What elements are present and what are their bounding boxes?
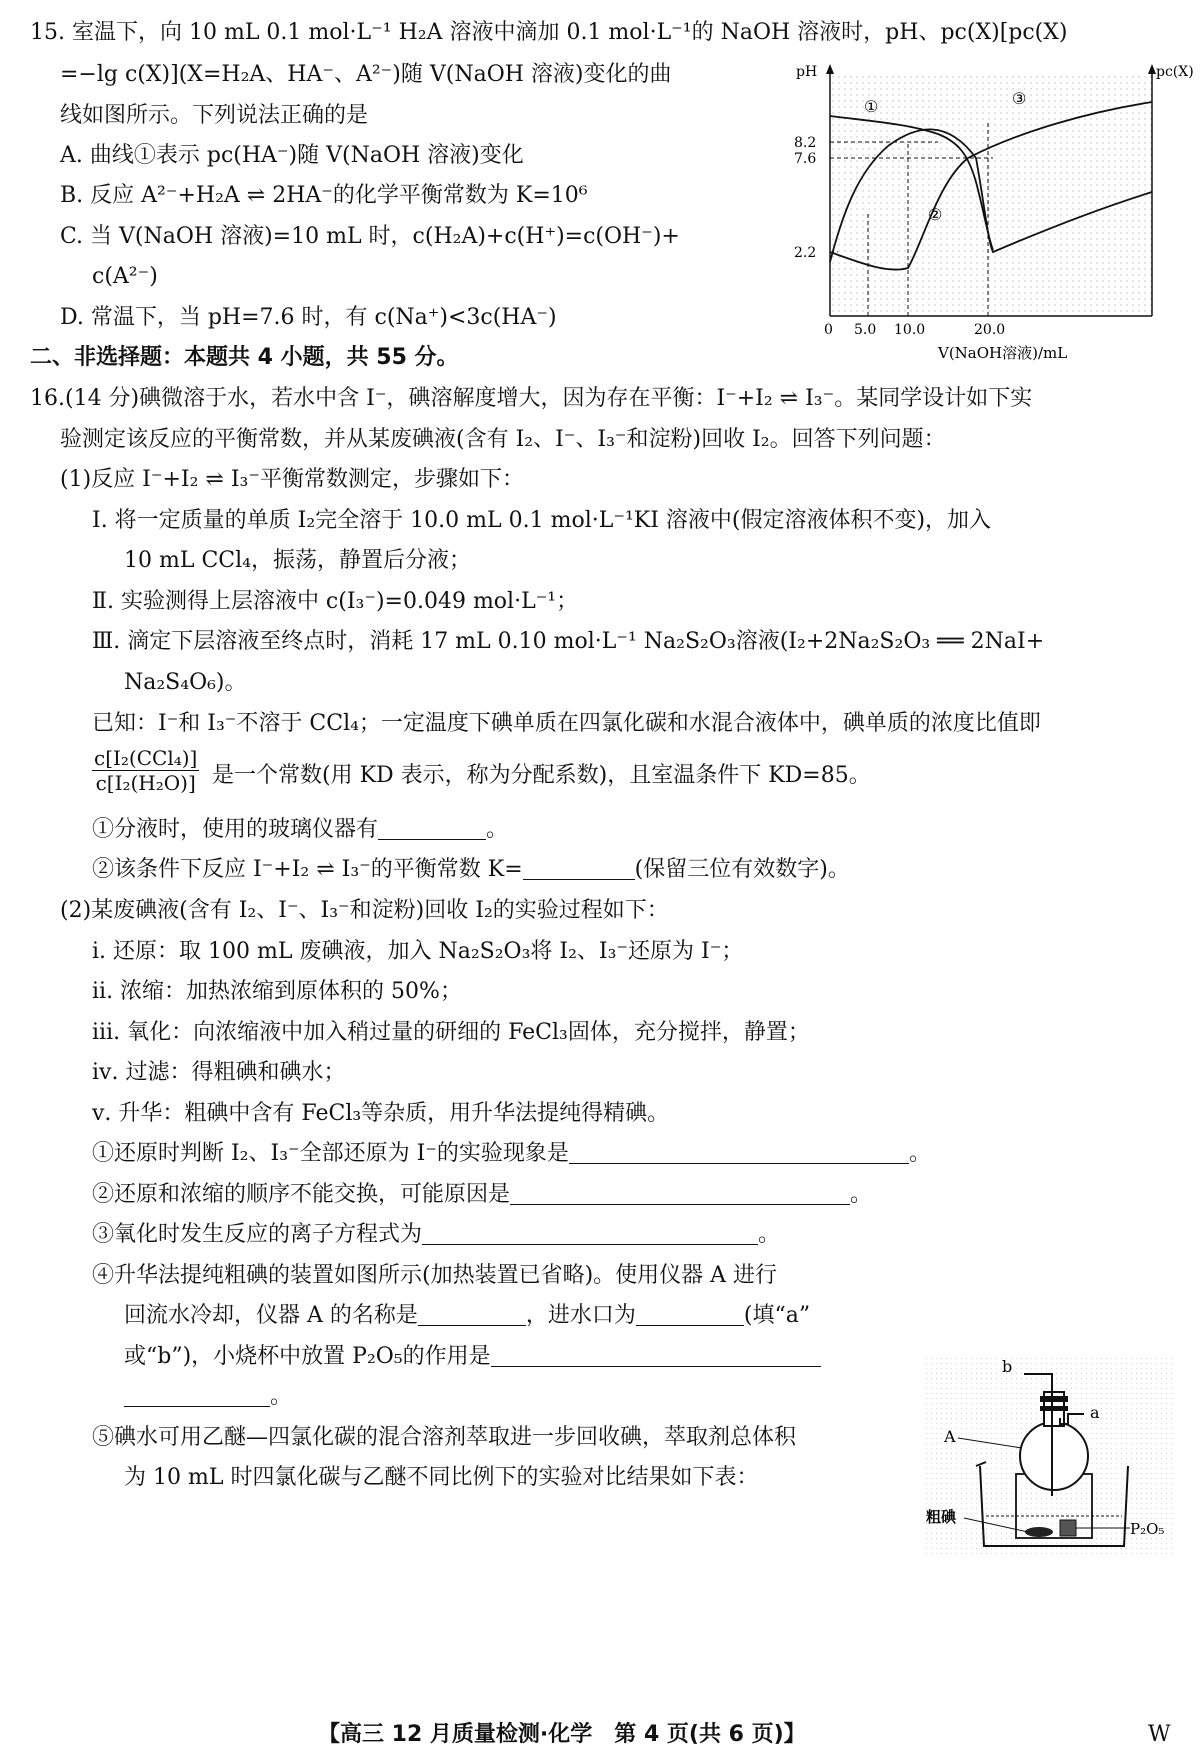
y-tick-0: 8.2 [794, 135, 817, 151]
q16-known-line2: 是一个常数(用 KD 表示，称为分配系数)，且室温条件下 KD=85。 [212, 763, 871, 788]
label-p2o5: P₂O₅ [1130, 1520, 1165, 1538]
answer-blank-9[interactable] [124, 1384, 270, 1407]
answer-blank-4[interactable] [510, 1182, 850, 1205]
section2-heading: 二、非选择题：本题共 4 小题，共 55 分。 [30, 345, 459, 370]
q15-line1: 15. 室温下，向 10 mL 0.1 mol·L⁻¹ H₂A 溶液中滴加 0.1 mol·L⁻¹的 NaOH 溶液时，pH、pc(X)[pc(X) [30, 20, 1068, 45]
q16-step2: Ⅱ. 实验测得上层溶液中 c(I₃⁻)=0.049 mol·L⁻¹； [92, 589, 579, 614]
q16-known-line1: 已知：I⁻和 I₃⁻不溶于 CCl₄；一定温度下碘单质在四氯化碳和水混合液体中，碘单质的浓度比值即 [92, 711, 1041, 736]
label-A: A [944, 1427, 956, 1446]
flask-A [1020, 1422, 1088, 1490]
label-a: a [1090, 1403, 1100, 1422]
q16-proc2: ⅱ. 浓缩：加热浓缩到原体积的 50%； [92, 979, 462, 1004]
q16-sub2-4-text-d: 或“b”)，小烧杯中放置 P₂O₅的作用是 [124, 1344, 491, 1369]
q16-sub2-2 [92, 1182, 872, 1208]
small-beaker-p2o5 [1060, 1520, 1076, 1536]
q16-part2: (2)某废碘液(含有 I₂、I⁻、I₃⁻和淀粉)回收 I₂的实验过程如下： [60, 898, 669, 923]
left-axis-title: pH [796, 64, 818, 80]
y-tick-1: 7.6 [794, 151, 817, 167]
x-tick-2: 10.0 [894, 322, 926, 338]
q16-proc4: ⅳ. 过滤：得粗碘和碘水； [92, 1060, 346, 1085]
q16-sub1b-text: ②该条件下反应 I⁻+I₂ ⇌ I₃⁻的平衡常数 K= [92, 857, 523, 882]
q15-option-d: D. 常温下，当 pH=7.6 时，有 c(Na⁺)<3c(HA⁻) [60, 305, 557, 330]
answer-blank-8[interactable] [491, 1344, 821, 1367]
period-1: 。 [908, 1141, 931, 1166]
period-3: 。 [758, 1222, 781, 1247]
footer-page-info: 【高三 12 月质量检测·化学 第 4 页(共 6 页)】 [318, 1722, 806, 1747]
q16-sub2-4-line3 [124, 1344, 821, 1370]
q16-sub1b [92, 857, 850, 883]
ph-pcx-chart [788, 62, 1194, 380]
x-tick-3: 20.0 [974, 322, 1006, 338]
q15-line2: =−lg c(X)](X=H₂A、HA⁻、A²⁻)随 V(NaOH 溶液)变化的曲 [60, 62, 672, 87]
q16-sub2-4-line2 [124, 1303, 810, 1329]
x-tick-1: 5.0 [854, 322, 877, 338]
q16-sub2-3 [92, 1222, 780, 1248]
q15-line3: 线如图所示。下列说法正确的是 [60, 103, 369, 128]
q16-step1-line1: Ⅰ. 将一定质量的单质 I₂完全溶于 10.0 mL 0.1 mol·L⁻¹KI 溶液中(假定溶液体积不变)，加入 [92, 508, 992, 533]
q16-step3-line2: Na₂S₄O₆)。 [124, 670, 247, 695]
q16-sub2-4-text-a: 回流水冷却，仪器 A 的名称是 [124, 1303, 418, 1328]
curve2-label: ② [928, 205, 943, 224]
q16-line2: 验测定该反应的平衡常数，并从某废碘液(含有 I₂、I⁻、I₃⁻和淀粉)回收 I₂。回答下列问题： [60, 427, 946, 452]
stopper-top [1040, 1396, 1068, 1402]
q15-option-b: B. 反应 A²⁻+H₂A ⇌ 2HA⁻的化学平衡常数为 K=10⁶ [60, 183, 588, 208]
q16-step3-line1: Ⅲ. 滴定下层溶液至终点时，消耗 17 mL 0.10 mol·L⁻¹ Na₂S₂O₃溶液(I₂+2Na₂S₂O₃ ══ 2NaI+ [92, 629, 1045, 654]
q16-proc1: ⅰ. 还原：取 100 mL 废碘液，加入 Na₂S₂O₃将 I₂、I₃⁻还原为 I⁻； [92, 939, 744, 964]
kd-denominator: c[I₂(H₂O)] [95, 771, 196, 795]
x-tick-0: 0 [824, 322, 833, 338]
answer-blank-3[interactable] [569, 1141, 909, 1164]
x-axis-title: V(NaOH溶液)/mL [938, 344, 1068, 362]
q16-line1: 16.(14 分)碘微溶于水，若水中含 I⁻，碘溶解度增大，因为存在平衡：I⁻+I₂ ⇌ I₃⁻。某同学设计如下实 [30, 386, 1033, 411]
answer-blank-1[interactable] [378, 817, 486, 840]
label-b: b [1002, 1357, 1013, 1376]
period-2: 。 [850, 1182, 873, 1207]
q16-sub2-4-text-b: ，进水口为 [525, 1303, 636, 1328]
q16-proc5: ⅴ. 升华：粗碘中含有 FeCl₃等杂质，用升华法提纯得精碘。 [92, 1101, 670, 1126]
stopper-bottom [1040, 1406, 1068, 1411]
q16-sub2-4-line1: ④升华法提纯粗碘的装置如图所示(加热装置已省略)。使用仪器 A 进行 [92, 1263, 778, 1288]
answer-blank-5[interactable] [422, 1222, 758, 1245]
q16-sub2-4-text-c: (填“a” [743, 1303, 811, 1328]
q16-step1-line2: 10 mL CCl₄，振荡，静置后分液； [124, 548, 471, 573]
answer-blank-2[interactable] [523, 857, 635, 880]
label-crude-iodine: 粗碘 [926, 1508, 957, 1526]
q16-sub2-4-line4 [124, 1384, 292, 1410]
q15-option-a: A. 曲线①表示 pc(HA⁻)随 V(NaOH 溶液)变化 [60, 143, 524, 168]
kd-fraction [92, 746, 199, 795]
footer-mark: W [1148, 1722, 1171, 1747]
q16-sub2-3-text: ③氧化时发生反应的离子方程式为 [92, 1222, 423, 1247]
curve1-label: ① [864, 97, 879, 116]
sublimation-apparatus-diagram [924, 1356, 1174, 1556]
q16-sub2-5-line1: ⑤碘水可用乙醚—四氯化碳的混合溶剂萃取进一步回收碘，萃取剂总体积 [92, 1425, 797, 1450]
crude-iodine [1025, 1527, 1053, 1537]
q16-proc3: ⅲ. 氧化：向浓缩液中加入稍过量的研细的 FeCl₃固体，充分搅拌，静置； [92, 1020, 810, 1045]
kd-numerator: c[I₂(CCl₄)] [94, 746, 198, 770]
left-axis-arrow [826, 64, 834, 74]
q16-sub1a-end: 。 [486, 817, 509, 842]
q16-sub1b-end: (保留三位有效数字)。 [634, 857, 850, 882]
period-4: 。 [270, 1384, 293, 1409]
q16-sub2-2-text: ②还原和浓缩的顺序不能交换，可能原因是 [92, 1182, 511, 1207]
q16-part1: (1)反应 I⁻+I₂ ⇌ I₃⁻平衡常数测定，步骤如下： [60, 467, 524, 492]
answer-blank-7[interactable] [636, 1303, 744, 1326]
right-axis-title: pc(X) [1156, 64, 1194, 80]
q16-sub1a-text: ①分液时，使用的玻璃仪器有 [92, 817, 379, 842]
curve3-label: ③ [1012, 89, 1027, 108]
q16-sub2-1 [92, 1141, 931, 1167]
answer-blank-6[interactable] [418, 1303, 526, 1326]
q15-option-c-line2: c(A²⁻) [92, 264, 158, 289]
right-axis-arrow [1148, 64, 1156, 74]
y-tick-2: 2.2 [794, 245, 817, 261]
q16-sub2-5-line2: 为 10 mL 时四氯化碳与乙醚不同比例下的实验对比结果如下表： [124, 1465, 759, 1490]
q15-option-c-line1: C. 当 V(NaOH 溶液)=10 mL 时，c(H₂A)+c(H⁺)=c(OH⁻)+ [60, 224, 680, 249]
q16-sub2-1-text: ①还原时判断 I₂、I₃⁻全部还原为 I⁻的实验现象是 [92, 1141, 569, 1166]
q16-sub1a [92, 817, 508, 843]
